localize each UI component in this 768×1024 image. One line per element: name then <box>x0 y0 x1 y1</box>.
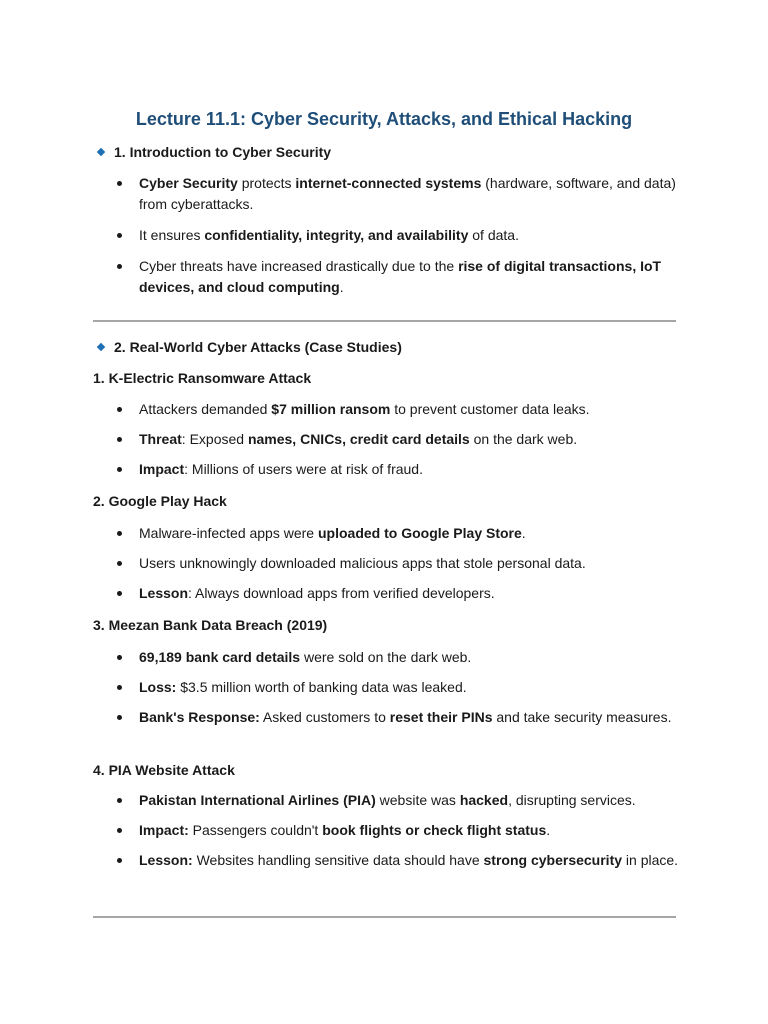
list-item: Impact: Passengers couldn't book flights or check flight status. <box>0 820 679 841</box>
case-bullet-list <box>0 790 768 871</box>
list-item: Lesson: Websites handling sensitive data should have strong cybersecurity in place. <box>0 850 679 871</box>
section-heading-case-studies: 2. Real-World Cyber Attacks (Case Studies) <box>98 339 402 355</box>
list-item: Threat: Exposed names, CNICs, credit card details on the dark web. <box>0 429 679 450</box>
list-item: Attackers demanded $7 million ransom to prevent customer data leaks. <box>0 399 679 420</box>
case-heading-google-play: 2. Google Play Hack <box>93 493 227 509</box>
list-item: Cyber Security protects internet-connected systems (hardware, software, and data) from cyberattacks. <box>0 173 679 215</box>
diamond-bullet-icon <box>97 148 105 156</box>
list-item: It ensures confidentiality, integrity, and availability of data. <box>0 225 679 246</box>
case-bullet-list <box>0 647 768 728</box>
list-item: Users unknowingly downloaded malicious apps that stole personal data. <box>0 553 679 574</box>
case-heading-pia: 4. PIA Website Attack <box>93 762 235 778</box>
list-item: 69,189 bank card details were sold on the dark web. <box>0 647 679 668</box>
case-heading-k-electric: 1. K-Electric Ransomware Attack <box>93 370 312 386</box>
section-divider <box>93 916 676 918</box>
list-item: Loss: $3.5 million worth of banking data was leaked. <box>0 677 679 698</box>
intro-bullet-list <box>0 173 768 298</box>
section-heading-intro: 1. Introduction to Cyber Security <box>98 144 331 160</box>
list-item: Bank's Response: Asked customers to reset their PINs and take security measures. <box>0 707 679 728</box>
diamond-bullet-icon <box>97 343 105 351</box>
list-item: Lesson: Always download apps from verified developers. <box>0 583 679 604</box>
case-bullet-list <box>0 399 768 480</box>
list-item: Malware-infected apps were uploaded to Google Play Store. <box>0 523 679 544</box>
list-item: Pakistan International Airlines (PIA) website was hacked, disrupting services. <box>0 790 679 811</box>
section-divider <box>93 320 676 322</box>
case-bullet-list <box>0 523 768 604</box>
list-item: Cyber threats have increased drastically due to the rise of digital transactions, IoT devices, and cloud computing. <box>0 256 679 298</box>
list-item: Impact: Millions of users were at risk of fraud. <box>0 459 679 480</box>
page-title: Lecture 11.1: Cyber Security, Attacks, and Ethical Hacking <box>135 109 633 129</box>
case-heading-meezan-bank: 3. Meezan Bank Data Breach (2019) <box>93 617 328 633</box>
